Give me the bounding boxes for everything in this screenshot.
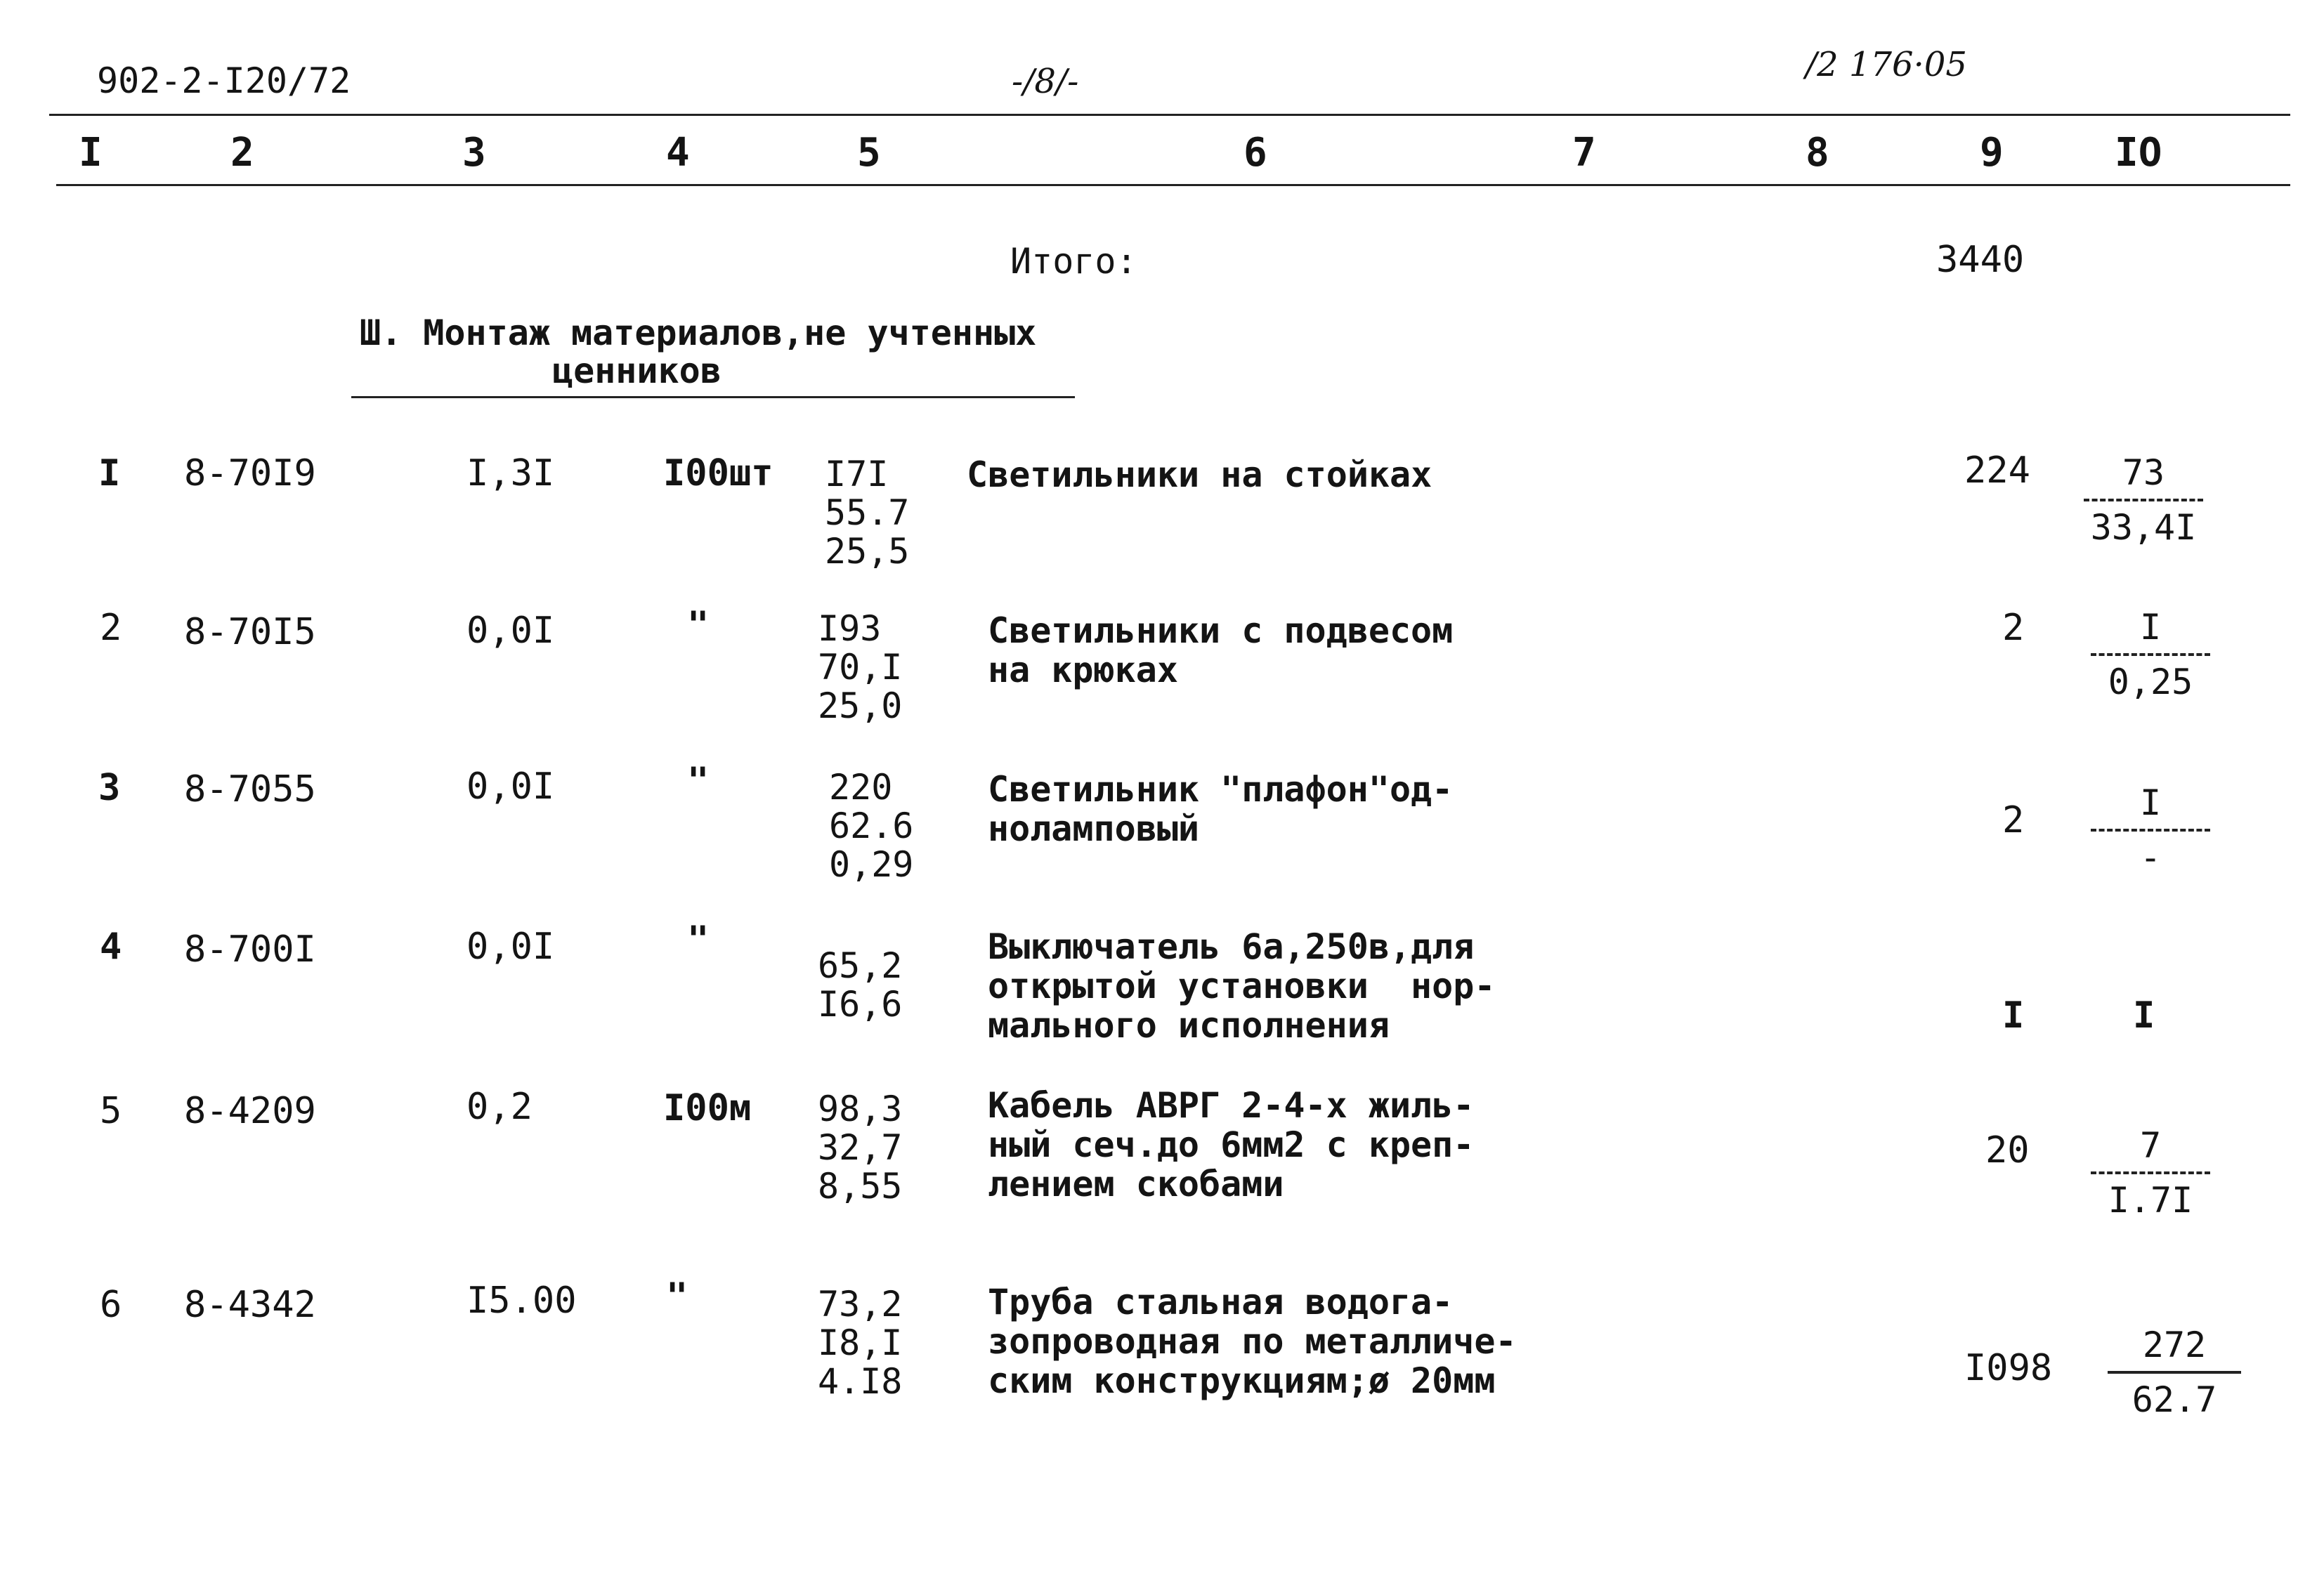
row-number: I bbox=[98, 452, 121, 494]
unit: " bbox=[687, 604, 710, 646]
price-code: 8-4342 bbox=[184, 1284, 316, 1326]
column-header-3: 3 bbox=[462, 130, 486, 176]
column-10-bottom: I.7I bbox=[2108, 1180, 2193, 1221]
quantity: I,3I bbox=[466, 452, 555, 494]
quantity: 0,0I bbox=[466, 610, 555, 652]
quantity: 0,2 bbox=[466, 1086, 533, 1128]
unit-prices: 65,2 I6,6 bbox=[818, 945, 903, 1025]
unit: " bbox=[687, 760, 710, 802]
total-value: 3440 bbox=[1936, 239, 2025, 281]
total-label: Итого: bbox=[1010, 241, 1137, 282]
price-code: 8-70I5 bbox=[184, 611, 316, 653]
row-number: 3 bbox=[98, 767, 121, 809]
column-header-10: IO bbox=[2115, 130, 2162, 176]
header-top-rule bbox=[49, 114, 2290, 116]
fraction-bar bbox=[2091, 653, 2210, 656]
item-description: Светильник "плафон"од- ноламповый bbox=[988, 769, 1454, 849]
fraction-bar bbox=[2108, 1371, 2241, 1374]
quantity: 0,0I bbox=[466, 926, 555, 968]
item-description: Светильники с подвесом на крюках bbox=[988, 610, 1454, 690]
column-header-4: 4 bbox=[666, 130, 690, 176]
unit-prices: 220 62.6 0,29 bbox=[829, 767, 914, 885]
column-10-bottom: - bbox=[2139, 837, 2162, 878]
document-code: 902-2-I20/72 bbox=[97, 60, 351, 101]
column-header-9: 9 bbox=[1980, 130, 2004, 176]
column-10-fraction bbox=[2091, 1125, 2210, 1221]
column-10-value: I bbox=[2133, 994, 2155, 1037]
item-description: Выключатель 6а,250в,для открытой установки нор- мального исполнения bbox=[988, 926, 1496, 1046]
row-number: 4 bbox=[100, 926, 122, 968]
fraction-bar bbox=[2091, 1171, 2210, 1174]
item-description: Труба стальная водога- зопроводная по металличе- ским конструкциям;ø 20мм bbox=[988, 1282, 1517, 1401]
unit-prices: 98,3 32,7 8,55 bbox=[818, 1089, 903, 1207]
column-10-top: I bbox=[2139, 782, 2162, 823]
unit-prices: I93 70,I 25,0 bbox=[818, 608, 903, 726]
fraction-bar bbox=[2091, 829, 2210, 832]
column-header-5: 5 bbox=[857, 130, 881, 176]
column-header-8: 8 bbox=[1806, 130, 1829, 176]
unit: I00шт bbox=[663, 452, 773, 494]
column-10-fraction bbox=[2108, 1325, 2241, 1420]
row-number: 6 bbox=[100, 1284, 122, 1326]
unit-prices: I7I 55.7 25,5 bbox=[825, 454, 910, 572]
section-title: Ш. Монтаж материалов,не учтенных bbox=[360, 313, 1037, 353]
price-code: 8-70I9 bbox=[184, 452, 316, 494]
column-10-bottom: 33,4I bbox=[2090, 507, 2197, 548]
column-10-bottom: 0,25 bbox=[2108, 662, 2193, 702]
row-number: 5 bbox=[100, 1090, 122, 1132]
column-9-value: I098 bbox=[1964, 1347, 2053, 1389]
column-10-bottom: 62.7 bbox=[2132, 1379, 2217, 1420]
row-number: 2 bbox=[100, 607, 122, 649]
column-header-6: 6 bbox=[1243, 130, 1267, 176]
unit: I00м bbox=[663, 1087, 752, 1129]
column-10-fraction bbox=[2091, 607, 2210, 702]
item-description: Кабель АВРГ 2-4-х жиль- ный сеч.до 6мм2 с креп- лением скобами bbox=[988, 1085, 1475, 1204]
unit-prices: 73,2 I8,I 4.I8 bbox=[818, 1284, 903, 1402]
section-title-underline bbox=[351, 396, 1075, 398]
unit: " bbox=[687, 919, 710, 961]
column-header-2: 2 bbox=[230, 130, 254, 176]
price-code: 8-700I bbox=[184, 928, 316, 971]
quantity: I5.00 bbox=[466, 1280, 577, 1322]
header-bottom-rule bbox=[56, 184, 2290, 186]
column-10-top: 7 bbox=[2139, 1125, 2162, 1166]
price-code: 8-7055 bbox=[184, 768, 316, 810]
section-title-continued: ценников bbox=[552, 350, 722, 391]
fraction-bar bbox=[2084, 499, 2203, 501]
column-9-value: 20 bbox=[1985, 1129, 2030, 1171]
item-description: Светильники на стойках bbox=[967, 454, 1432, 495]
document-stamp-number: /2 176·05 bbox=[1806, 45, 1967, 84]
column-10-fraction bbox=[2084, 452, 2203, 548]
column-header-1: I bbox=[79, 130, 103, 176]
column-9-value: 2 bbox=[2002, 799, 2025, 841]
quantity: 0,0I bbox=[466, 766, 555, 808]
column-header-7: 7 bbox=[1572, 130, 1596, 176]
price-code: 8-4209 bbox=[184, 1090, 316, 1132]
column-10-top: 272 bbox=[2142, 1325, 2207, 1365]
column-10-top: 73 bbox=[2122, 452, 2165, 493]
column-9-value: 2 bbox=[2002, 607, 2025, 649]
unit: " bbox=[666, 1275, 688, 1318]
column-9-value: 224 bbox=[1964, 449, 2030, 492]
column-10-top: I bbox=[2139, 607, 2162, 648]
column-9-value: I bbox=[2002, 994, 2025, 1037]
column-10-fraction bbox=[2091, 782, 2210, 878]
page-number: -/8/- bbox=[1012, 62, 1079, 101]
